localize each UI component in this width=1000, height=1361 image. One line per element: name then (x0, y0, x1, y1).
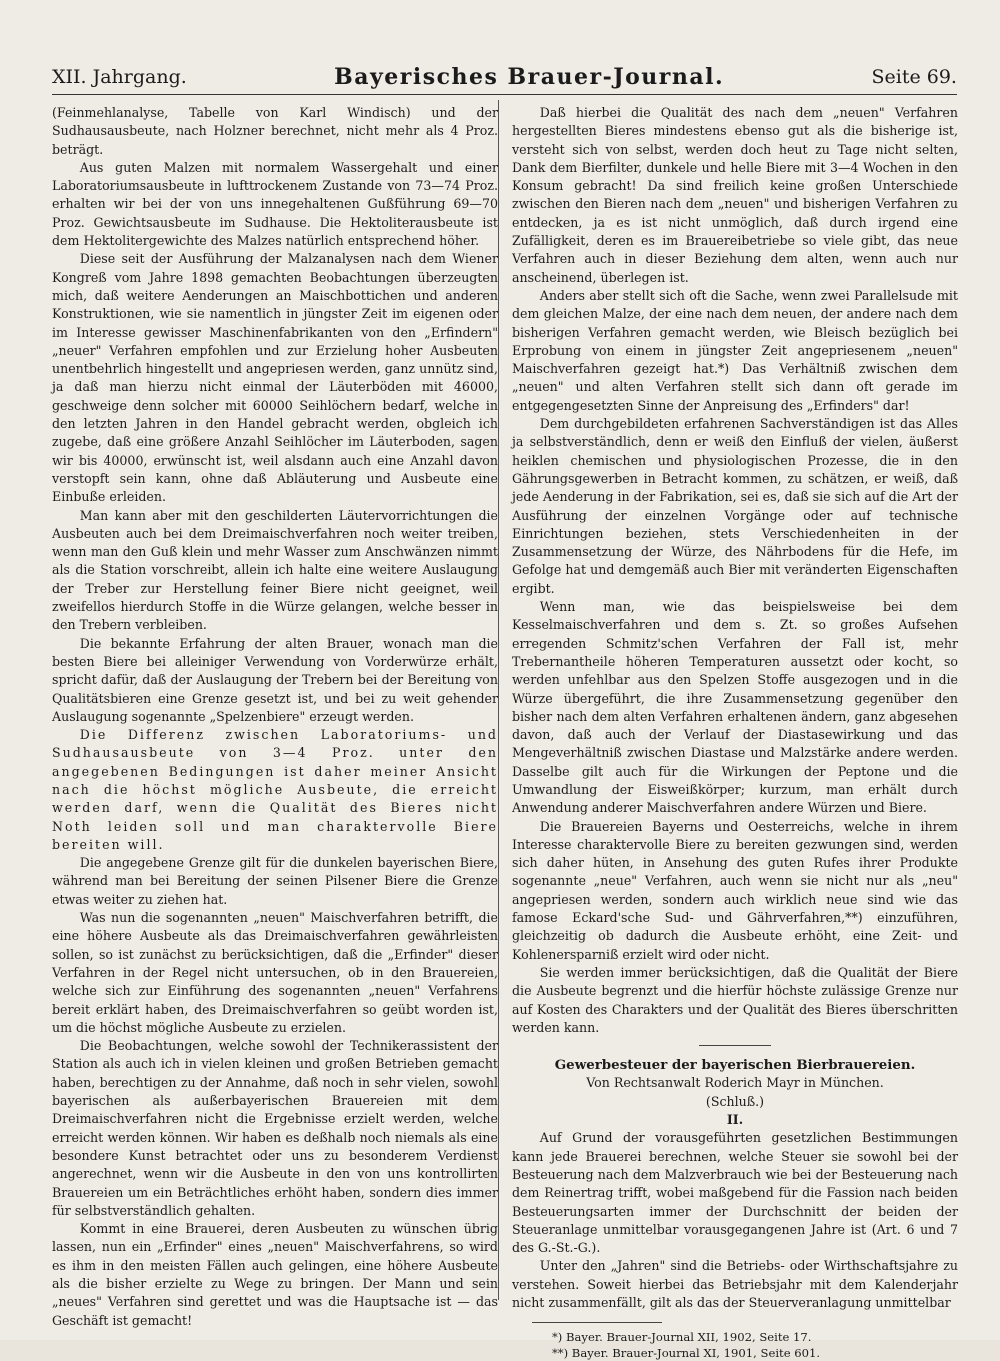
paragraph: Die Brauereien Bayerns und Oesterreichs, welche in ihrem Interesse charaktervolle Biere zu bereiten gezwungen sind, werden sich daher hüten, in Ansehung des guten Rufes ihrer Produkte sogenannte „neue" Verfahren, auch wenn sie nicht nur als „neu" angepriesen werden, sondern auch wirklich neue sind wie das famose Eckard'sche Sud- und Gährverfahren,**) einzuführen, gleichzeitig ob dadurch die Ausbeute erhöht, eine Zeit- und Kohlenersparniß erzielt wird oder nicht. (512, 818, 958, 962)
paragraph: Daß hierbei die Qualität des nach dem „neuen" Verfahren hergestellten Bieres mindestens ebenso gut als die bisherige ist, versteht sich von selbst, werden doch heut zu Tage nicht selten, Dank dem Bierfilter, dunkele und helle Biere mit 3—4 Wochen in den Konsum gebracht! Da sind freilich keine großen Unterschiede zwischen den Bieren nach dem „neuen" und bisherigen Verfahren zu entdecken, ja es ist nicht unmöglich, daß durch irgend eine Zufälligkeit, deren es im Brauereibetriebe so viele gibt, das neue Verfahren auch in dieser Beziehung dem alten, wenn auch nur anscheinend, überlegen ist. (512, 105, 958, 285)
paragraph: Die Beobachtungen, welche sowohl der Technikerassistent der Station als auch ich in vielen kleinen und großen Betrieben gemacht haben, berechtigen zu der Annahme, daß noch in sehr vielen, sowohl bayerischen als außerbayerischen Brauereien mit dem Dreimaischverfahren nicht die Ergebnisse erzielt werden, welche erreicht werden können. Wir haben es deßhalb noch niemals als eine besondere Kunst betrachtet oder uns zu besonderem Verdienst angerechnet, wenn wir die Ausbeute in den von uns kontrollirten Brauereien um ein Beträchtliches erhöht haben, sondern dies immer für selbstverständlich gehalten. (52, 1038, 498, 1218)
paragraph: Dem durchgebildeten erfahrenen Sachverständigen ist das Alles ja selbstverständlich, denn er weiß den Einfluß der vielen, äußerst heiklen chemischen und physiologischen Prozesse, die in den Gährungsgewerben in Betracht kommen, zu schätzen, er weiß, daß jede Aenderung in der Fabrikation, sei es, daß sie sich auf die Art der Ausführung der einzelnen Vorgänge oder auf technische Einrichtungen beziehen, stets Verschiedenheiten in der Zusammensetzung der Würze, des Nährbodens für die Hefe, im Gefolge hat und demgemäß auch Bier mit veränderten Eigenschaften ergibt. (512, 416, 958, 596)
paragraph: Die bekannte Erfahrung der alten Brauer, wonach man die besten Biere bei alleiniger Verwendung von Vorderwürze erhält, spricht dafür, daß der Auslaugung der Trebern bei der Bereitung von Qualitätsbieren eine Grenze gesetzt ist, und bei zu weit gehender Auslaugung sogenannte „Spelzenbiere" erzeugt werden. (52, 635, 498, 724)
paragraph: Aus guten Malzen mit normalem Wassergehalt und einer Laboratoriumsausbeute in lufttrockenem Zustande von 73—74 Proz. erhalten wir bei der von uns innegehaltenen Gußführung 69—70 Proz. Gewichtsausbeute im Sudhause. Die Hektoliterausbeute ist dem Hektolitergewichte des Malzes natürlich entsprechend höher. (52, 159, 498, 249)
paragraph: Anders aber stellt sich oft die Sache, wenn zwei Parallelsude mit dem gleichen Malze, der eine nach dem neuen, der andere nach dem bisherigen Verfahren gemacht werden, wie Bleisch bezüglich bei Erprobung von einem in jüngster Zeit angepriesenem „neuen" Maischverfahren gezeigt hat.*) Das Verhältniß zwischen dem „neuen" und alten Verfahren stellt sich dann oft gerade im entgegengesetzten Sinne der Anpreisung des „Erfinders" dar! (512, 287, 958, 413)
paragraph: Auf Grund der vorausgeführten gesetzlichen Bestimmungen kann jede Brauerei berechnen, welche Steuer sie sowohl bei der Besteuerung nach dem Malzverbrauch wie bei der Besteuerung nach dem Reinertrag trifft, wobei maßgebend für die Fassion nach beiden Besteuerungsarten immer der Durchschnitt der beiden der Steueranlage unmittelbar vorausgegangenen Jahre ist (Art. 6 und 7 des G.-St.-G.). (512, 1130, 958, 1256)
paragraph: Sie werden immer berücksichtigen, daß die Qualität der Biere die Ausbeute begrenzt und die hierfür höchste zulässige Grenze nur auf Kosten des Charakters und der Qualität des Bieres überschritten werden kann. (512, 964, 958, 1035)
paragraph: Die angegebene Grenze gilt für die dunkelen bayerischen Biere, während man bei Bereitung der seinen Pilsener Biere die Grenze etwas weiter zu ziehen hat. (52, 855, 498, 907)
section-divider (699, 1045, 771, 1046)
journal-title: Bayerisches Brauer-Journal. (334, 64, 725, 90)
section-numeral: II. (726, 1112, 744, 1128)
page-header (52, 60, 957, 95)
footnote: **) Bayer. Brauer-Journal XI, 1901, Seite 601. (552, 1346, 821, 1361)
footnote: *) Bayer. Brauer-Journal XII, 1902, Seite 17. (552, 1330, 812, 1345)
paragraph: Was nun die sogenannten „neuen" Maischverfahren betrifft, die eine höhere Ausbeute als das Dreimaischverfahren gewährleisten sollen, so ist zunächst zu berücksichtigen, daß die „Erfinder" dieser Verfahren in der Regel nicht untersuchen, ob in den Brauereien, welche sich zur Einführung des sogenannten „neuen" Verfahrens bereit erklärt haben, des Dreimaischverfahren so geübt worden ist, um die höchst mögliche Ausbeute zu erzielen. (52, 910, 498, 1035)
paragraph: Diese seit der Ausführung der Malzanalysen nach dem Wiener Kongreß vom Jahre 1898 gemachten Beobachtungen überzeugten mich, daß weitere Aenderungen an Maischbottichen und anderen Konstruktionen, wie sie namentlich in jüngster Zeit im eigenen oder im Interesse gewisser Maschinenfabrikanten von den „Erfindern" „neuer" Verfahren empfohlen und zur Erzielung hoher Ausbeuten unentbehrlich hingestellt und angepriesen werden, ganz unnütz sind, ja daß man hierzu nicht einmal der Läuterböden mit 46000, geschweige denn solcher mit 60000 Seihlöchern bedarf, welche in den letzten Jahren in den Handel gebracht werden, obgleich ich zugebe, daß eine größere Anzahl Seihlöcher im Läuterboden, sagen wir bis 40000, erwünscht ist, weil alsdann auch eine Anzahl davon verstopft sein kann, ohne daß Abläuterung und Ausbeute eine Einbuße erleiden. (52, 251, 498, 505)
paragraph: Wenn man, wie das beispielsweise bei dem Kesselmaischverfahren und dem s. Zt. so großes Aufsehen erregenden Schmitz'schen Verfahren der Fall ist, mehr Trebernantheile höheren Temperaturen aussetzt oder kocht, so werden unfehlbar aus den Spelzen Stoffe ausgezogen und in die Würze übergeführt, die ihre Zusammensetzung gegenüber den bisher nach dem alten Verfahren erhaltenen ändern, ganz abgesehen davon, daß auch der Verlauf der Diastasewirkung und das Mengeverhältniß zwischen Diastase und Malzstärke andere werden. Dasselbe gilt auch für die Wirkungen der Peptone und die Umwandlung der Eisweißkörper; kurzum, man erhält durch Anwendung anderer Maischverfahren andere Würzen und Biere. (512, 599, 958, 816)
section-byline: Von Rechtsanwalt Roderich Mayr in München. (586, 1075, 884, 1091)
paragraph: Man kann aber mit den geschilderten Läutervorrichtungen die Ausbeuten auch bei dem Dreimaischverfahren noch weiter treiben, wenn man den Guß klein und mehr Wasser zum Anschwänzen nimmt als die Station vorschreibt, allein ich halte eine weitere Auslaugung der Treber zur Herstellung feiner Biere nicht geeignet, weil zweifellos hierdurch Stoffe in die Würze gelangen, welche besser in den Trebern verbleiben. (52, 507, 498, 633)
paragraph: Kommt in eine Brauerei, deren Ausbeuten zu wünschen übrig lassen, nun ein „Erfinder" eines „neuen" Maischverfahrens, so wird es ihm in den meisten Fällen auch gelingen, eine höhere Ausbeute als die bisher erzielte zu Wege zu bringen. Der Mann und sein „neues" Verfahren sind gerettet und was die Hauptsache ist — das Geschäft ist gemacht! (52, 1221, 498, 1328)
paragraph: (Feinmehlanalyse, Tabelle von Karl Windisch) und der Sudhausausbeute, nach Holzner berechnet, nicht mehr als 4 Proz. beträgt. (52, 105, 498, 157)
volume-label: XII. Jahrgang. (52, 66, 187, 88)
footnote-rule (532, 1322, 662, 1323)
right-column (512, 104, 958, 1361)
paragraph: Unter den „Jahren" sind die Betriebs- oder Wirthschaftsjahre zu verstehen. Soweit hierbei das Betriebsjahr mit dem Kalenderjahr nicht zusammenfällt, gilt als das der Steuerveranlagung unmittelbar (512, 1258, 958, 1310)
paragraph-emphasis: Die Differenz zwischen Laboratoriums- und Sudhausausbeute von 3—4 Proz. unter den angegebenen Bedingungen ist daher meiner Ansicht nach die höchst mögliche Ausbeute, die erreicht werden darf, wenn die Qualität des Bieres nicht Noth leiden soll und man charaktervolle Biere bereiten will. (52, 727, 498, 852)
section-title: Gewerbesteuer der bayerischen Bierbrauereien. (554, 1057, 916, 1074)
section-conclusion-note: (Schluß.) (705, 1093, 765, 1109)
left-column (52, 104, 498, 1330)
column-divider (498, 100, 499, 1300)
page-number: Seite 69. (871, 66, 957, 88)
